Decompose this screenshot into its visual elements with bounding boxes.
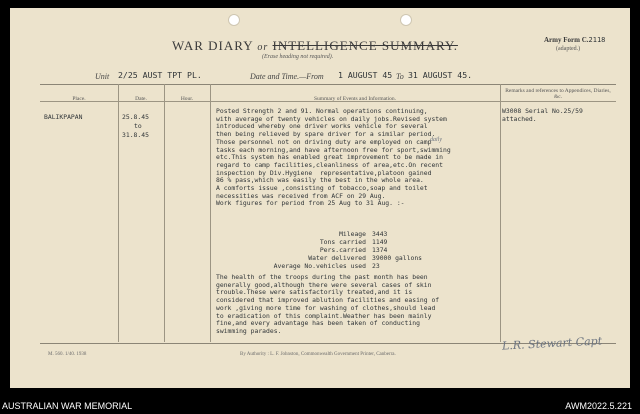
date-to: 31 AUGUST 45.: [408, 70, 473, 80]
punch-hole-left: [228, 14, 240, 26]
date-line-2: to: [134, 122, 142, 130]
col-hour-header: Hour.: [180, 96, 194, 102]
to-label: To: [396, 72, 404, 81]
date-label: Date and Time.—From: [250, 72, 324, 81]
column-divider: [118, 84, 119, 342]
date-line-1: 25.8.45: [122, 113, 149, 121]
figure-value-pers: 1374: [372, 246, 388, 254]
date-line-3: 31.8.45: [122, 131, 149, 139]
signature: L.R. Stewart Capt: [501, 334, 603, 353]
archive-name: AUSTRALIAN WAR MEMORIAL: [2, 401, 133, 411]
adapted-label: (adapted.): [556, 46, 581, 52]
unit-value: 2/25 AUST TPT PL.: [118, 70, 202, 80]
date-from: 1 AUGUST 45: [338, 70, 393, 80]
figure-label-pers: Pers.carried: [319, 246, 366, 254]
figure-value-mileage: 3443: [372, 230, 388, 238]
form-subtitle: (Erase heading not required).: [262, 54, 334, 60]
unit-label: Unit: [95, 72, 110, 81]
form-title: WAR DIARY or INTELLIGENCE SUMMARY.: [172, 38, 458, 53]
punch-hole-right: [400, 14, 412, 26]
figure-label-water: Water delivered: [308, 254, 366, 262]
accession-number: AWM2022.5.221: [565, 401, 632, 411]
col-date-header: Date.: [135, 96, 147, 102]
figure-label-mileage: Mileage: [339, 230, 366, 238]
figure-label-vehicles: Average No.vehicles used: [273, 262, 366, 270]
figure-label-tons: Tons carried: [319, 238, 366, 246]
printer-credit: By Authority : L. F. Johnston, Commonwealth Government Printer, Canberra.: [240, 352, 396, 357]
figure-value-tons: 1149: [372, 238, 388, 246]
summary-text-health: The health of the troops during the past month has been generally good,although there were several cases of skin trouble.These were satisfactorily treated,and it is considered that improved ablution facilities and easing of work ,giving more time for washing of clothes,should lead to eradication of this complaint.Weather has been mainly fine,and every advantage has been taken of conducting swimming parades.: [216, 273, 440, 335]
form-print-code: M. 560. 1/40. 1938: [48, 352, 87, 357]
column-divider: [164, 84, 165, 342]
army-form-label: Army Form C.2118: [544, 36, 606, 44]
remarks-text: W3008 Serial No.25/59 attached.: [502, 107, 583, 123]
figure-value-water: 39000 gallons: [372, 254, 423, 262]
summary-text: Posted Strength 2 and 91. Normal operations continuing, with average of twenty vehicles on daily jobs.Revised system introduced whereby one driver works vehicle for several then being relieved by spare driver for a similar period. Those personnel not on driving duty are employed on camp tasks each morning,and have afternoon free for sport,swimming etc.This system has enabled great improvement to be made in regard to camp facilities,cleanliness of area,etc.On recent inspection by Div.Hygiene representative,platoon gained 86 % pass,which was easily the best in the whole area. A comforts issue ,consisting of tobacco,soap and toilet necessities was received from ACF on 29 Aug. Work figures for period from 25 Aug to 31 Aug. :-: [216, 107, 451, 208]
col-remarks-header: Remarks and references to Appendices, Diaries, &c.: [505, 88, 611, 100]
col-place-header: Place.: [72, 96, 86, 102]
handwritten-insertion: daily: [430, 137, 442, 143]
col-summary-header: Summary of Events and Information.: [313, 96, 397, 102]
column-divider: [210, 84, 211, 342]
place-value: BALIKPAPAN: [44, 113, 83, 121]
figure-value-vehicles: 23: [372, 262, 380, 270]
